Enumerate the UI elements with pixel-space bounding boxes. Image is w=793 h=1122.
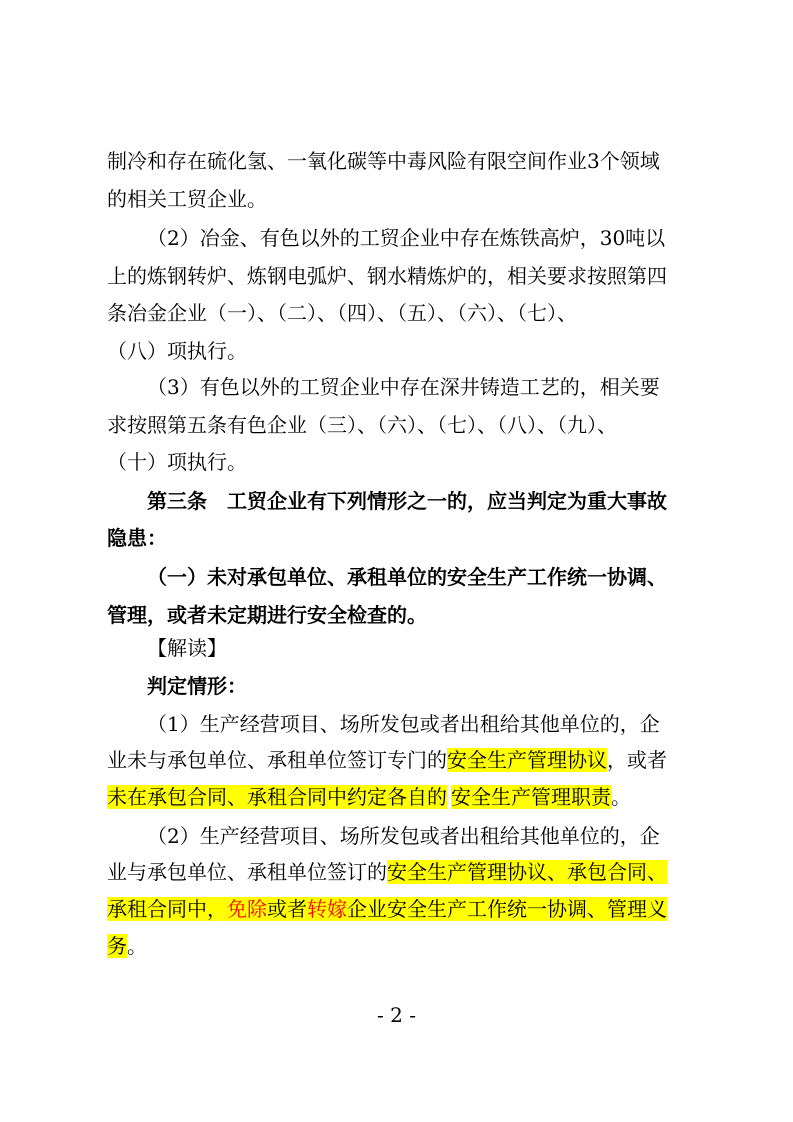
text-segment: 。 [611,785,631,809]
text-line: （2）冶金、有色以外的工贸企业中存在炼铁高炉，30吨以 [147,226,666,250]
text-line: （十）项执行。 [107,450,247,474]
interpretation-label: 【解读】 [147,636,227,660]
clause-heading: 管理，或者未定期进行安全检查的。 [107,603,427,627]
text-segment: ，或者 [607,748,667,772]
text-line [107,782,695,812]
text-segment: 。 [127,934,147,958]
highlighted-text: 安全生产管理职责 [451,785,611,809]
highlighted-red-text: 转嫁 [307,897,347,921]
highlighted-text: 未在承包合同、承租合同中约定各自的 [107,785,447,809]
text-line: （2）生产经营项目、场所发包或者出租给其他单位的，企 [147,824,660,848]
text-line: 求按照第五条有色企业（三）、（六）、（七）、（八）、（九）、 [107,413,617,437]
judgement-label: 判定情形： [147,674,247,698]
highlighted-text: 安全生产管理协议 [447,748,607,772]
article-heading: 隐患： [107,526,167,550]
highlighted-red-text: 免除 [227,897,267,921]
text-line: 的相关工贸企业。 [107,187,267,211]
page-number: - 2 - [377,1003,416,1027]
text-line [107,745,695,775]
text-segment: 业未与承包单位、承租单位签订专门的 [107,748,447,772]
text-segment: 业与承包单位、承租单位签订的 [107,860,387,884]
highlighted-text: 或者 [267,897,307,921]
clause-heading: （一）未对承包单位、承租单位的安全生产工作统一协调、 [147,565,667,589]
highlighted-text: 企业安全生产工作统一协调、管理义 [347,897,667,921]
text-line [107,931,695,961]
text-line: 制冷和存在硫化氢、一氧化碳等中毒风险有限空间作业3个领域 [107,149,660,173]
text-line: （3）有色以外的工贸企业中存在深井铸造工艺的，相关要 [147,375,660,399]
text-line: 上的炼钢转炉、炼钢电弧炉、钢水精炼炉的，相关要求按照第四 [107,264,667,288]
text-line: （1）生产经营项目、场所发包或者出租给其他单位的，企 [147,712,660,736]
text-line: 条冶金企业（一）、（二）、（四）、（五）、（六）、（七）、 [107,301,577,325]
highlighted-text: 承租合同中， [107,897,227,921]
highlighted-text: 务 [107,934,127,958]
text-line [107,857,695,887]
highlighted-text: 安全生产管理协议、承包合同、 [387,860,667,884]
article-heading: 第三条 工贸企业有下列情形之一的，应当判定为重大事故 [147,489,667,513]
text-line: （八）项执行。 [107,339,247,363]
text-line [107,894,695,924]
